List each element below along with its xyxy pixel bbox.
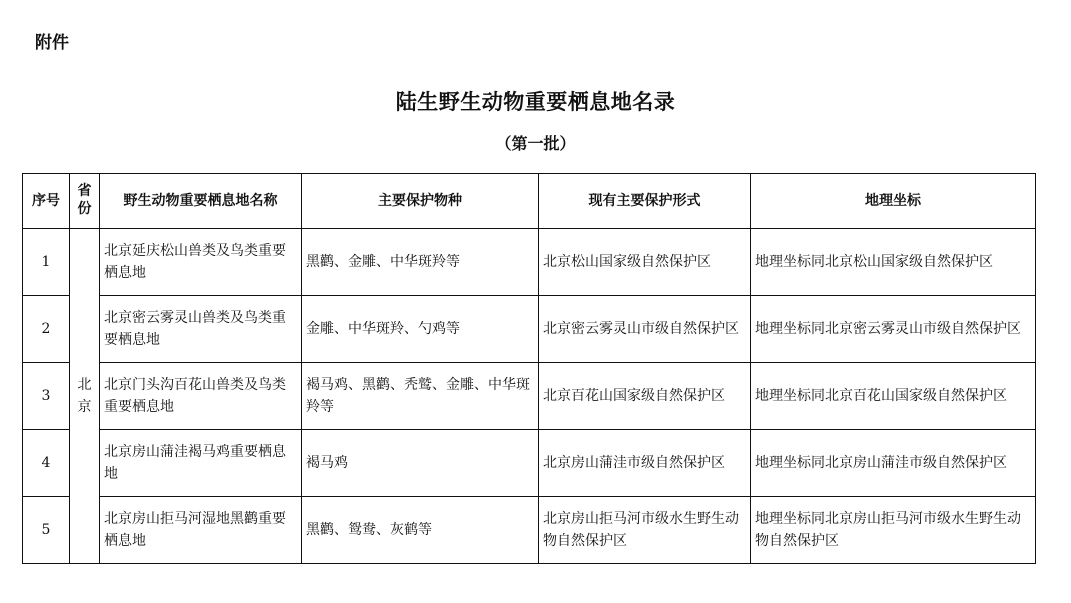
habitat-name-cell: 北京房山拒马河湿地黑鹳重要栖息地 [100,497,302,564]
coordinates-cell: 地理坐标同北京房山蒲洼市级自然保护区 [751,430,1036,497]
table-row [23,430,1036,497]
protection-form-cell: 北京松山国家级自然保护区 [539,229,751,296]
province-cell: 北京 [70,229,100,564]
protection-form-cell: 北京密云雾灵山市级自然保护区 [539,296,751,363]
table-row [23,497,1036,564]
protection-form-cell: 北京房山蒲洼市级自然保护区 [539,430,751,497]
coordinates-cell: 地理坐标同北京房山拒马河市级水生野生动物自然保护区 [751,497,1036,564]
column-header-habitat-name: 野生动物重要栖息地名称 [100,174,302,229]
row-number: 1 [23,229,70,296]
column-header-province: 省份 [70,174,100,229]
protection-form-cell: 北京房山拒马河市级水生野生动物自然保护区 [539,497,751,564]
table-row [23,296,1036,363]
row-number: 3 [23,363,70,430]
habitat-name-cell: 北京门头沟百花山兽类及鸟类重要栖息地 [100,363,302,430]
column-header-species: 主要保护物种 [302,174,539,229]
row-number: 2 [23,296,70,363]
habitat-name-cell: 北京房山蒲洼褐马鸡重要栖息地 [100,430,302,497]
column-header-no: 序号 [23,174,70,229]
species-cell: 褐马鸡、黑鹳、秃鹫、金雕、中华斑羚等 [302,363,539,430]
column-header-coordinates: 地理坐标 [751,174,1036,229]
table-row [23,229,1036,296]
species-cell: 金雕、中华斑羚、勺鸡等 [302,296,539,363]
habitat-name-cell: 北京密云雾灵山兽类及鸟类重要栖息地 [100,296,302,363]
species-cell: 褐马鸡 [302,430,539,497]
document-subtitle: （第一批） [495,134,576,153]
row-number: 5 [23,497,70,564]
species-cell: 黑鹳、金雕、中华斑羚等 [302,229,539,296]
habitat-name-cell: 北京延庆松山兽类及鸟类重要栖息地 [100,229,302,296]
coordinates-cell: 地理坐标同北京百花山国家级自然保护区 [751,363,1036,430]
column-header-protection-form: 现有主要保护形式 [539,174,751,229]
habitat-registry-table [22,173,1036,564]
species-cell: 黑鹳、鸳鸯、灰鹤等 [302,497,539,564]
table-row [23,363,1036,430]
attachment-label: 附件 [35,33,69,53]
protection-form-cell: 北京百花山国家级自然保护区 [539,363,751,430]
table-header-row [23,174,1036,229]
row-number: 4 [23,430,70,497]
document-title: 陆生野生动物重要栖息地名录 [395,89,676,114]
coordinates-cell: 地理坐标同北京密云雾灵山市级自然保护区 [751,296,1036,363]
coordinates-cell: 地理坐标同北京松山国家级自然保护区 [751,229,1036,296]
